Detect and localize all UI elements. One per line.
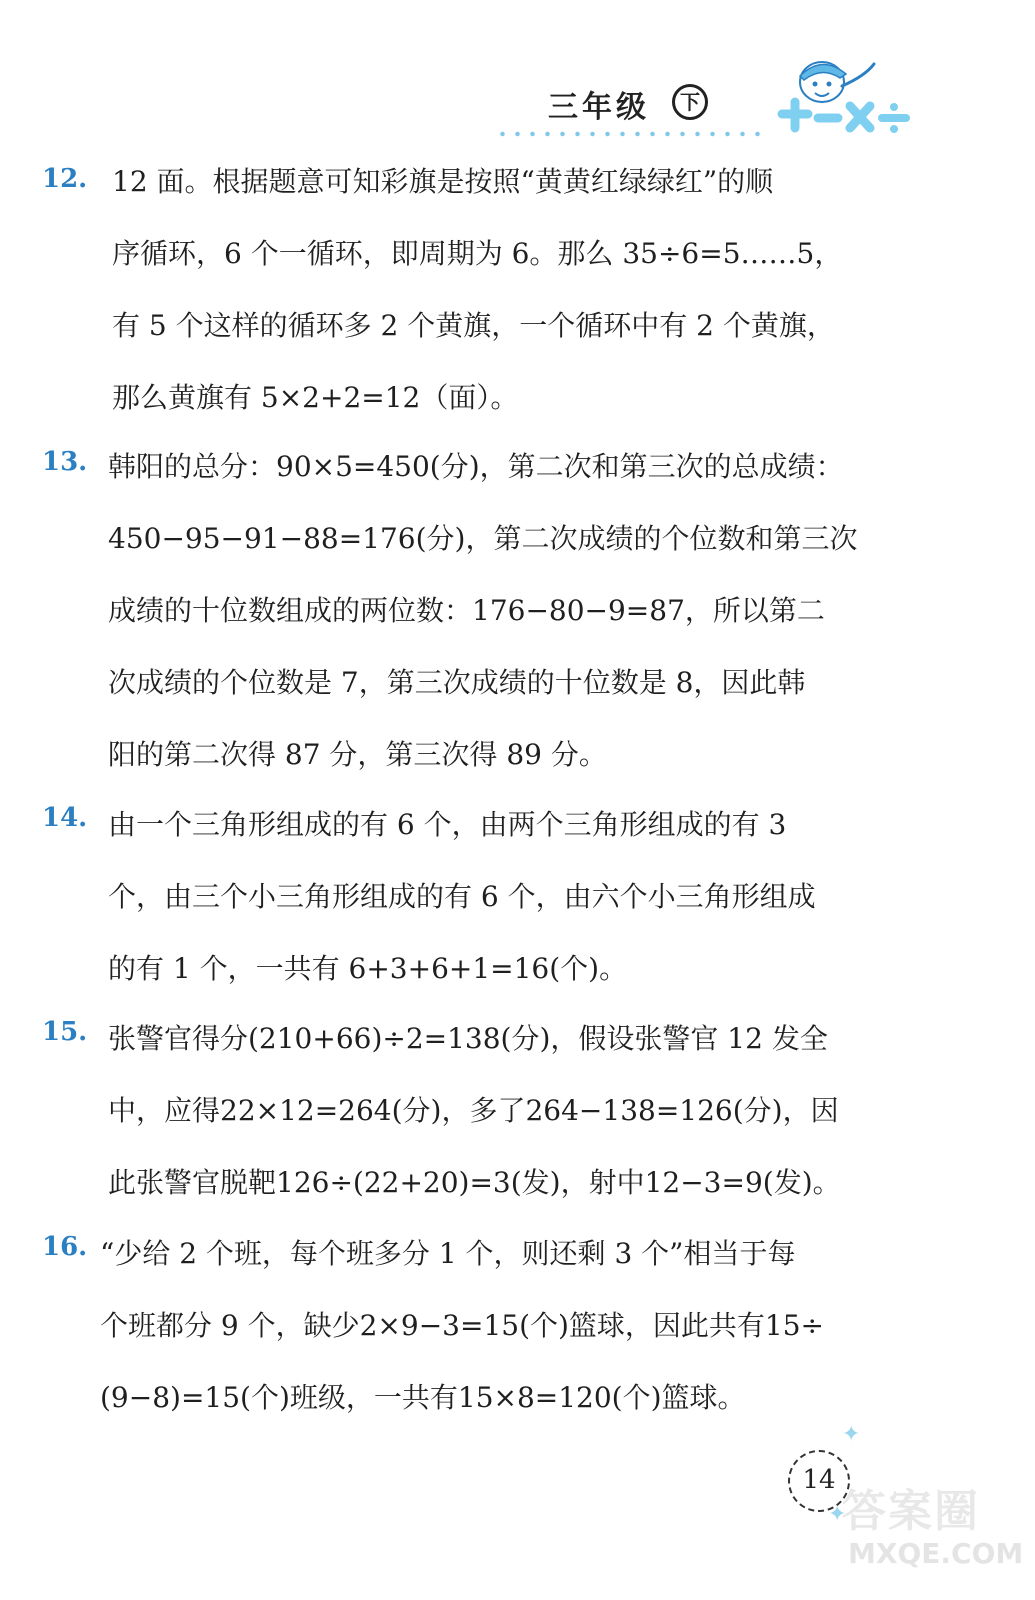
- question-number: 13.: [42, 447, 88, 477]
- answer-line: 个班都分 9 个，缺少2×9−3=15(个)篮球，因此共有15÷: [100, 1309, 825, 1342]
- answer-line: 的有 1 个，一共有 6+3+6+1=16(个)。: [108, 952, 628, 985]
- watermark-text: 答案圈: [842, 1486, 980, 1537]
- answer-line: 序循环，6 个一循环，即周期为 6。那么 35÷6=5……5，: [112, 237, 843, 270]
- answer-line: 阳的第二次得 87 分，第三次得 89 分。: [108, 738, 607, 771]
- answer-line: 那么黄旗有 5×2+2=12（面）。: [112, 381, 519, 414]
- watermark-logo: [842, 1475, 1022, 1585]
- star-icon: ✦: [828, 1502, 847, 1527]
- question-number: 12.: [42, 164, 88, 194]
- question-number: 15.: [42, 1017, 88, 1047]
- answer-line: (9−8)=15(个)班级，一共有15×8=120(个)篮球。: [100, 1381, 746, 1414]
- answer-line: 有 5 个这样的循环多 2 个黄旗，一个循环中有 2 个黄旗，: [112, 309, 835, 342]
- grade-title: 三年级: [548, 90, 650, 125]
- dotted-divider: [495, 131, 765, 137]
- answer-line: 12 面。根据题意可知彩旗是按照“黄黄红绿绿红”的顺: [112, 165, 774, 198]
- volume-badge: 下: [672, 84, 708, 120]
- mascot-math-icon: [770, 56, 920, 146]
- answer-line: 由一个三角形组成的有 6 个，由两个三角形组成的有 3: [108, 808, 787, 841]
- answer-line: 张警官得分(210+66)÷2=138(分)，假设张警官 12 发全: [108, 1022, 828, 1055]
- watermark-url: MXQE.COM: [848, 1537, 1024, 1570]
- answer-line: 韩阳的总分：90×5=450(分)，第二次和第三次的总成绩：: [108, 450, 844, 483]
- question-number: 16.: [42, 1232, 88, 1262]
- page-number: 14: [788, 1450, 850, 1512]
- answer-line: 此张警官脱靶126÷(22+20)=3(发)，射中12−3=9(发)。: [108, 1166, 841, 1199]
- answer-line: 个，由三个小三角形组成的有 6 个，由六个小三角形组成: [108, 880, 816, 913]
- answer-line: 450−95−91−88=176(分)，第二次成绩的个位数和第三次: [108, 522, 858, 555]
- answer-line: 中，应得22×12=264(分)，多了264−138=126(分)，因: [108, 1094, 839, 1127]
- answer-line: “少给 2 个班，每个班多分 1 个，则还剩 3 个”相当于每: [100, 1237, 796, 1270]
- star-icon: ✦: [842, 1422, 861, 1447]
- answer-line: 成绩的十位数组成的两位数：176−80−9=87，所以第二: [108, 594, 825, 627]
- answer-line: 次成绩的个位数是 7，第三次成绩的十位数是 8，因此韩: [108, 666, 806, 699]
- question-number: 14.: [42, 803, 88, 833]
